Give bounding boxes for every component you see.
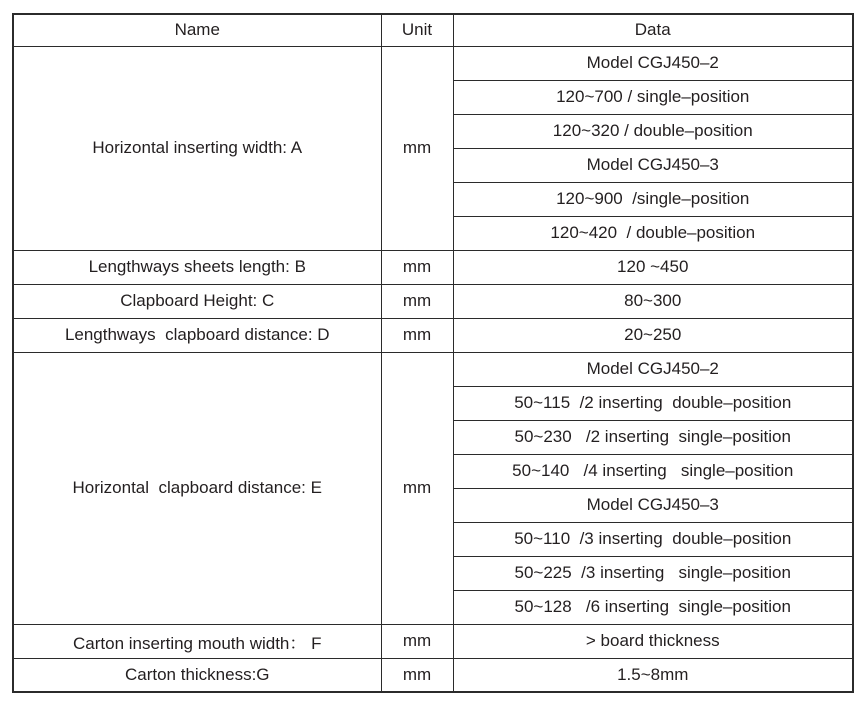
table-row (13, 284, 853, 318)
row-d-data-cell: 20~250 (453, 318, 853, 352)
row-b-data-cell: 120 ~450 (453, 250, 853, 284)
row-e-data-cell-1: 50~115 /2 inserting double–position (453, 386, 853, 420)
row-g-name-cell: Carton thickness:G (13, 658, 381, 692)
spec-table (12, 13, 854, 693)
row-a-data-cell-1: 120~700 / single–position (453, 80, 853, 114)
row-b-unit-cell: mm (381, 250, 453, 284)
table-row (13, 624, 853, 658)
table-row (13, 658, 853, 692)
row-a-name-cell: Horizontal inserting width: A (13, 46, 381, 250)
row-g-unit-cell: mm (381, 658, 453, 692)
row-e-unit-cell: mm (381, 352, 453, 624)
row-d-name-cell: Lengthways clapboard distance: D (13, 318, 381, 352)
row-e-data-cell-2: 50~230 /2 inserting single–position (453, 420, 853, 454)
row-d-unit-cell: mm (381, 318, 453, 352)
row-a-data-cell-0: Model CGJ450–2 (453, 46, 853, 80)
row-c-unit-cell: mm (381, 284, 453, 318)
row-a-data-cell-4: 120~900 /single–position (453, 182, 853, 216)
row-c-name-cell: Clapboard Height: C (13, 284, 381, 318)
table-row (13, 318, 853, 352)
row-a-data-cell-5: 120~420 / double–position (453, 216, 853, 250)
table-row (13, 250, 853, 284)
row-e-data-cell-4: Model CGJ450–3 (453, 488, 853, 522)
row-a-unit-cell: mm (381, 46, 453, 250)
row-e-name-cell: Horizontal clapboard distance: E (13, 352, 381, 624)
row-e-data-cell-3: 50~140 /4 inserting single–position (453, 454, 853, 488)
row-e-data-cell-7: 50~128 /6 inserting single–position (453, 590, 853, 624)
row-e-data-cell-5: 50~110 /3 inserting double–position (453, 522, 853, 556)
column-header-unit: Unit (381, 14, 453, 46)
column-header-data: Data (453, 14, 853, 46)
row-f-unit-cell: mm (381, 624, 453, 658)
row-g-data-cell: 1.5~8mm (453, 658, 853, 692)
row-a-data-cell-3: Model CGJ450–3 (453, 148, 853, 182)
column-header-name: Name (13, 14, 381, 46)
row-f-data-cell: > board thickness (453, 624, 853, 658)
row-a-data-cell-2: 120~320 / double–position (453, 114, 853, 148)
table-header-row (13, 14, 853, 46)
row-e-data-cell-0: Model CGJ450–2 (453, 352, 853, 386)
row-f-name-cell: Carton inserting mouth width： F (13, 624, 381, 658)
table-row (13, 352, 853, 386)
table-row (13, 46, 853, 80)
row-e-data-cell-6: 50~225 /3 inserting single–position (453, 556, 853, 590)
row-b-name-cell: Lengthways sheets length: B (13, 250, 381, 284)
row-c-data-cell: 80~300 (453, 284, 853, 318)
